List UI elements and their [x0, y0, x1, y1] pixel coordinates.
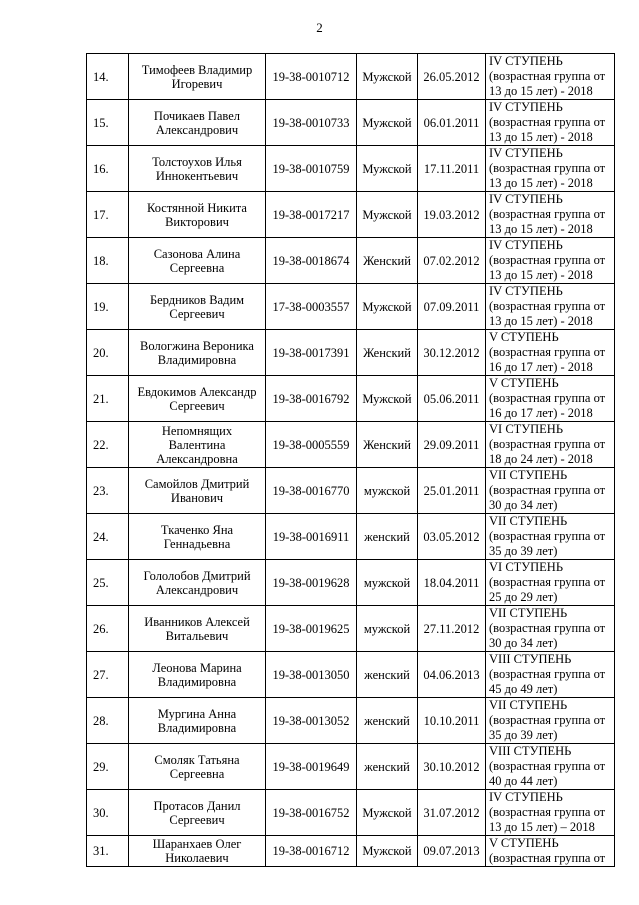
test-date-cell — [418, 284, 486, 330]
table-row — [87, 698, 615, 744]
row-number-cell — [87, 238, 129, 284]
test-date-cell — [418, 744, 486, 790]
participants-table-body — [87, 54, 615, 867]
participant-name-cell — [129, 100, 266, 146]
level-cell — [486, 192, 615, 238]
test-date-cell — [418, 100, 486, 146]
participant-id: 19-38-0010759 — [272, 161, 350, 176]
participant-sex-cell — [357, 54, 418, 100]
level-line: (возрастная группа от — [489, 69, 606, 83]
table-row — [87, 652, 615, 698]
test-date: 10.10.2011 — [423, 713, 480, 728]
participant-name: Смоляк Татьяна Сергеевна — [154, 752, 240, 781]
row-number-cell — [87, 698, 129, 744]
level-cell — [486, 744, 615, 790]
level-line: V СТУПЕНЬ — [489, 330, 559, 344]
level-cell — [486, 514, 615, 560]
participant-id-cell — [266, 514, 357, 560]
level-line: 13 до 15 лет) - 2018 — [489, 268, 593, 282]
test-date: 30.12.2012 — [423, 345, 480, 360]
row-number: 23. — [93, 483, 109, 498]
level-line: (возрастная группа от — [489, 851, 606, 865]
participant-name-cell — [129, 790, 266, 836]
participant-sex: Мужской — [362, 299, 412, 314]
participants-table — [86, 53, 615, 867]
test-date: 31.07.2012 — [423, 805, 480, 820]
participant-id-cell — [266, 54, 357, 100]
level-line: (возрастная группа от — [489, 253, 606, 267]
level-cell — [486, 790, 615, 836]
row-number-cell — [87, 376, 129, 422]
participant-sex-cell — [357, 790, 418, 836]
participant-name: Костянной Никита Викторович — [147, 200, 247, 229]
table-row — [87, 560, 615, 606]
participant-name-cell — [129, 330, 266, 376]
participant-id-cell — [266, 836, 357, 867]
row-number-cell — [87, 744, 129, 790]
participant-sex: женский — [364, 759, 410, 774]
table-row — [87, 606, 615, 652]
level-cell — [486, 54, 615, 100]
participant-sex: Мужской — [362, 115, 412, 130]
table-row — [87, 54, 615, 100]
participant-name-cell — [129, 376, 266, 422]
test-date-cell — [418, 146, 486, 192]
test-date-cell — [418, 790, 486, 836]
test-date: 27.11.2012 — [423, 621, 480, 636]
test-date-cell — [418, 514, 486, 560]
participant-id: 19-38-0019649 — [272, 759, 350, 774]
participant-sex-cell — [357, 698, 418, 744]
level-cell — [486, 146, 615, 192]
level-line: VIII СТУПЕНЬ — [489, 652, 572, 666]
participant-sex-cell — [357, 744, 418, 790]
level-cell — [486, 330, 615, 376]
table-row — [87, 376, 615, 422]
participant-name-cell — [129, 514, 266, 560]
test-date-cell — [418, 836, 486, 867]
participant-name: Сазонова Алина Сергеевна — [153, 246, 241, 275]
participant-name-cell — [129, 836, 266, 867]
participant-sex-cell — [357, 330, 418, 376]
participant-id-cell — [266, 376, 357, 422]
participant-sex-cell — [357, 422, 418, 468]
level-line: 35 до 39 лет) — [489, 544, 558, 558]
row-number: 24. — [93, 529, 109, 544]
table-row — [87, 468, 615, 514]
level-line: (возрастная группа от — [489, 207, 606, 221]
participant-name: Иванников Алексей Витальевич — [144, 614, 250, 643]
level-line: (возрастная группа от — [489, 437, 606, 451]
row-number: 30. — [93, 805, 109, 820]
level-line: V СТУПЕНЬ — [489, 376, 559, 390]
participant-name: Протасов Данил Сергеевич — [153, 798, 241, 827]
row-number-cell — [87, 330, 129, 376]
participant-sex: Мужской — [362, 207, 412, 222]
level-cell — [486, 468, 615, 514]
row-number-cell — [87, 560, 129, 606]
participant-name-cell — [129, 468, 266, 514]
table-row — [87, 836, 615, 867]
participant-name-cell — [129, 422, 266, 468]
level-line: 13 до 15 лет) – 2018 — [489, 820, 595, 834]
participant-sex: мужской — [363, 483, 411, 498]
level-line: 25 до 29 лет) — [489, 590, 558, 604]
level-cell — [486, 376, 615, 422]
participant-name-cell — [129, 698, 266, 744]
level-line: VI СТУПЕНЬ — [489, 422, 564, 436]
test-date: 17.11.2011 — [423, 161, 480, 176]
test-date: 26.05.2012 — [423, 69, 480, 84]
participant-id: 17-38-0003557 — [272, 299, 350, 314]
level-line: 13 до 15 лет) - 2018 — [489, 130, 593, 144]
row-number-cell — [87, 146, 129, 192]
row-number-cell — [87, 514, 129, 560]
test-date: 07.02.2012 — [423, 253, 480, 268]
participant-sex: мужской — [363, 575, 411, 590]
test-date: 07.09.2011 — [423, 299, 480, 314]
row-number-cell — [87, 606, 129, 652]
test-date-cell — [418, 192, 486, 238]
table-row — [87, 790, 615, 836]
level-line: (возрастная группа от — [489, 713, 606, 727]
participant-sex: Мужской — [362, 69, 412, 84]
test-date-cell — [418, 560, 486, 606]
participant-id-cell — [266, 652, 357, 698]
level-line: 18 до 24 лет) - 2018 — [489, 452, 593, 466]
table-row — [87, 100, 615, 146]
participant-name: Почикаев Павел Александрович — [153, 108, 241, 137]
level-line: VII СТУПЕНЬ — [489, 514, 568, 528]
participant-sex: женский — [364, 713, 410, 728]
participant-id-cell — [266, 744, 357, 790]
table-row — [87, 744, 615, 790]
participant-name-cell — [129, 606, 266, 652]
test-date-cell — [418, 652, 486, 698]
level-cell — [486, 422, 615, 468]
level-line: 35 до 39 лет) — [489, 728, 558, 742]
participant-id-cell — [266, 468, 357, 514]
participant-name-cell — [129, 744, 266, 790]
table-row — [87, 422, 615, 468]
row-number-cell — [87, 54, 129, 100]
participant-id-cell — [266, 560, 357, 606]
participant-sex-cell — [357, 238, 418, 284]
table-row — [87, 238, 615, 284]
participant-id: 19-38-0018674 — [272, 253, 350, 268]
participant-name-cell — [129, 54, 266, 100]
participant-name-cell — [129, 652, 266, 698]
test-date: 03.05.2012 — [423, 529, 480, 544]
level-line: (возрастная группа от — [489, 667, 606, 681]
level-cell — [486, 606, 615, 652]
test-date-cell — [418, 376, 486, 422]
participant-id: 19-38-0016712 — [272, 844, 350, 858]
level-cell — [486, 652, 615, 698]
level-line: 13 до 15 лет) - 2018 — [489, 314, 593, 328]
test-date: 09.07.2013 — [423, 844, 480, 858]
row-number-cell — [87, 422, 129, 468]
test-date-cell — [418, 468, 486, 514]
participant-sex: Женский — [363, 345, 411, 360]
participant-name: Тимофеев Владимир Игоревич — [141, 62, 253, 91]
participant-name: Самойлов Дмитрий Иванович — [144, 476, 250, 505]
participant-id-cell — [266, 790, 357, 836]
test-date: 05.06.2011 — [423, 391, 480, 406]
level-line: (возрастная группа от — [489, 575, 606, 589]
participant-sex-cell — [357, 146, 418, 192]
level-line: 30 до 34 лет) — [489, 498, 558, 512]
participant-sex-cell — [357, 652, 418, 698]
table-row — [87, 330, 615, 376]
participant-sex-cell — [357, 514, 418, 560]
level-line: 45 до 49 лет) — [489, 682, 558, 696]
page-number: 2 — [316, 20, 323, 35]
table-row — [87, 514, 615, 560]
level-line: IV СТУПЕНЬ — [489, 238, 563, 252]
level-line: IV СТУПЕНЬ — [489, 284, 563, 298]
level-line: 13 до 15 лет) - 2018 — [489, 176, 593, 190]
test-date: 18.04.2011 — [423, 575, 480, 590]
level-line: (возрастная группа от — [489, 345, 606, 359]
test-date: 25.01.2011 — [423, 483, 480, 498]
participant-name: Гололобов Дмитрий Александрович — [143, 568, 251, 597]
level-cell — [486, 698, 615, 744]
participant-sex-cell — [357, 468, 418, 514]
level-line: (возрастная группа от — [489, 483, 606, 497]
row-number: 27. — [93, 667, 109, 682]
participant-name: Вологжина Вероника Владимировна — [140, 338, 254, 367]
test-date: 29.09.2011 — [423, 437, 480, 452]
participant-id-cell — [266, 698, 357, 744]
row-number: 25. — [93, 575, 109, 590]
test-date-cell — [418, 422, 486, 468]
participant-sex: Мужской — [362, 161, 412, 176]
level-line: VII СТУПЕНЬ — [489, 606, 568, 620]
row-number-cell — [87, 284, 129, 330]
level-line: (возрастная группа от — [489, 529, 606, 543]
participant-name-cell — [129, 146, 266, 192]
row-number-cell — [87, 836, 129, 867]
row-number: 20. — [93, 345, 109, 360]
row-number: 28. — [93, 713, 109, 728]
level-cell — [486, 100, 615, 146]
level-line: VII СТУПЕНЬ — [489, 698, 568, 712]
participant-id: 19-38-0005559 — [272, 437, 350, 452]
level-line: VIII СТУПЕНЬ — [489, 744, 572, 758]
participant-id-cell — [266, 284, 357, 330]
level-line: (возрастная группа от — [489, 161, 606, 175]
row-number-cell — [87, 100, 129, 146]
participant-sex: Мужской — [362, 391, 412, 406]
level-line: VI СТУПЕНЬ — [489, 560, 564, 574]
row-number-cell — [87, 790, 129, 836]
participant-id: 19-38-0013050 — [272, 667, 350, 682]
participant-name: Мургина Анна Владимировна — [157, 706, 237, 735]
participant-name: Толстоухов Илья Иннокентьевич — [152, 154, 242, 183]
participant-name: Непомнящих Валентина Александровна — [156, 423, 238, 466]
participant-id: 19-38-0019628 — [272, 575, 350, 590]
participant-sex: Женский — [363, 437, 411, 452]
test-date-cell — [418, 330, 486, 376]
participant-name-cell — [129, 560, 266, 606]
test-date: 04.06.2013 — [423, 667, 480, 682]
participant-name-cell — [129, 238, 266, 284]
participant-id-cell — [266, 606, 357, 652]
row-number-cell — [87, 468, 129, 514]
test-date-cell — [418, 238, 486, 284]
participant-id: 19-38-0017217 — [272, 207, 350, 222]
row-number: 22. — [93, 437, 109, 452]
test-date-cell — [418, 698, 486, 744]
participant-name: Евдокимов Александр Сергеевич — [137, 384, 257, 413]
level-line: IV СТУПЕНЬ — [489, 54, 563, 68]
participant-name: Шаранхаев Олег Николаевич — [152, 837, 242, 865]
row-number: 26. — [93, 621, 109, 636]
test-date: 06.01.2011 — [423, 115, 480, 130]
participant-id: 19-38-0013052 — [272, 713, 350, 728]
table-row — [87, 192, 615, 238]
row-number: 14. — [93, 69, 109, 84]
participant-id: 19-38-0019625 — [272, 621, 350, 636]
level-line: V СТУПЕНЬ — [489, 836, 559, 850]
participant-name: Ткаченко Яна Геннадьевна — [160, 522, 234, 551]
participant-name-cell — [129, 192, 266, 238]
level-cell — [486, 284, 615, 330]
participant-sex-cell — [357, 606, 418, 652]
row-number: 15. — [93, 115, 109, 130]
participant-sex-cell — [357, 192, 418, 238]
level-line: (возрастная группа от — [489, 759, 606, 773]
level-line: IV СТУПЕНЬ — [489, 100, 563, 114]
level-line: 30 до 34 лет) — [489, 636, 558, 650]
row-number: 29. — [93, 759, 109, 774]
level-line: IV СТУПЕНЬ — [489, 146, 563, 160]
row-number-cell — [87, 652, 129, 698]
participant-id-cell — [266, 330, 357, 376]
row-number: 17. — [93, 207, 109, 222]
level-cell — [486, 836, 615, 867]
participant-sex: женский — [364, 667, 410, 682]
level-line: (возрастная группа от — [489, 115, 606, 129]
level-line: 40 до 44 лет) — [489, 774, 558, 788]
participant-name: Леонова Марина Владимировна — [152, 660, 242, 689]
participant-id-cell — [266, 192, 357, 238]
participant-sex-cell — [357, 376, 418, 422]
level-line: (возрастная группа от — [489, 391, 606, 405]
participant-id: 19-38-0010712 — [272, 69, 350, 84]
level-line: (возрастная группа от — [489, 299, 606, 313]
participant-id: 19-38-0016752 — [272, 805, 350, 820]
participant-sex: мужской — [363, 621, 411, 636]
row-number: 18. — [93, 253, 109, 268]
participant-sex-cell — [357, 560, 418, 606]
level-line: 13 до 15 лет) - 2018 — [489, 222, 593, 236]
table-row — [87, 284, 615, 330]
level-line: 16 до 17 лет) - 2018 — [489, 360, 593, 374]
participant-id: 19-38-0010733 — [272, 115, 350, 130]
level-line: VII СТУПЕНЬ — [489, 468, 568, 482]
participant-sex-cell — [357, 284, 418, 330]
level-line: (возрастная группа от — [489, 805, 606, 819]
participant-sex: Мужской — [362, 844, 412, 858]
test-date: 30.10.2012 — [423, 759, 480, 774]
participant-id: 19-38-0016770 — [272, 483, 350, 498]
participant-id: 19-38-0016792 — [272, 391, 350, 406]
level-line: 16 до 17 лет) - 2018 — [489, 406, 593, 420]
level-cell — [486, 238, 615, 284]
level-line: (возрастная группа от — [489, 621, 606, 635]
participant-id-cell — [266, 422, 357, 468]
participant-id-cell — [266, 238, 357, 284]
level-line: IV СТУПЕНЬ — [489, 790, 563, 804]
level-cell — [486, 560, 615, 606]
level-line: IV СТУПЕНЬ — [489, 192, 563, 206]
participant-id-cell — [266, 100, 357, 146]
participant-id: 19-38-0016911 — [272, 529, 350, 544]
level-line: 13 до 15 лет) - 2018 — [489, 84, 593, 98]
participant-sex: Женский — [363, 253, 411, 268]
test-date-cell — [418, 606, 486, 652]
row-number: 16. — [93, 161, 109, 176]
participant-name: Бердников Вадим Сергеевич — [149, 292, 245, 321]
participant-name-cell — [129, 284, 266, 330]
participant-sex-cell — [357, 100, 418, 146]
row-number-cell — [87, 192, 129, 238]
row-number: 21. — [93, 391, 109, 406]
row-number: 19. — [93, 299, 109, 314]
table-row — [87, 146, 615, 192]
participant-id-cell — [266, 146, 357, 192]
test-date: 19.03.2012 — [423, 207, 480, 222]
participant-id: 19-38-0017391 — [272, 345, 350, 360]
participant-sex-cell — [357, 836, 418, 867]
participant-sex: Мужской — [362, 805, 412, 820]
row-number: 31. — [93, 844, 109, 858]
test-date-cell — [418, 54, 486, 100]
participant-sex: женский — [364, 529, 410, 544]
